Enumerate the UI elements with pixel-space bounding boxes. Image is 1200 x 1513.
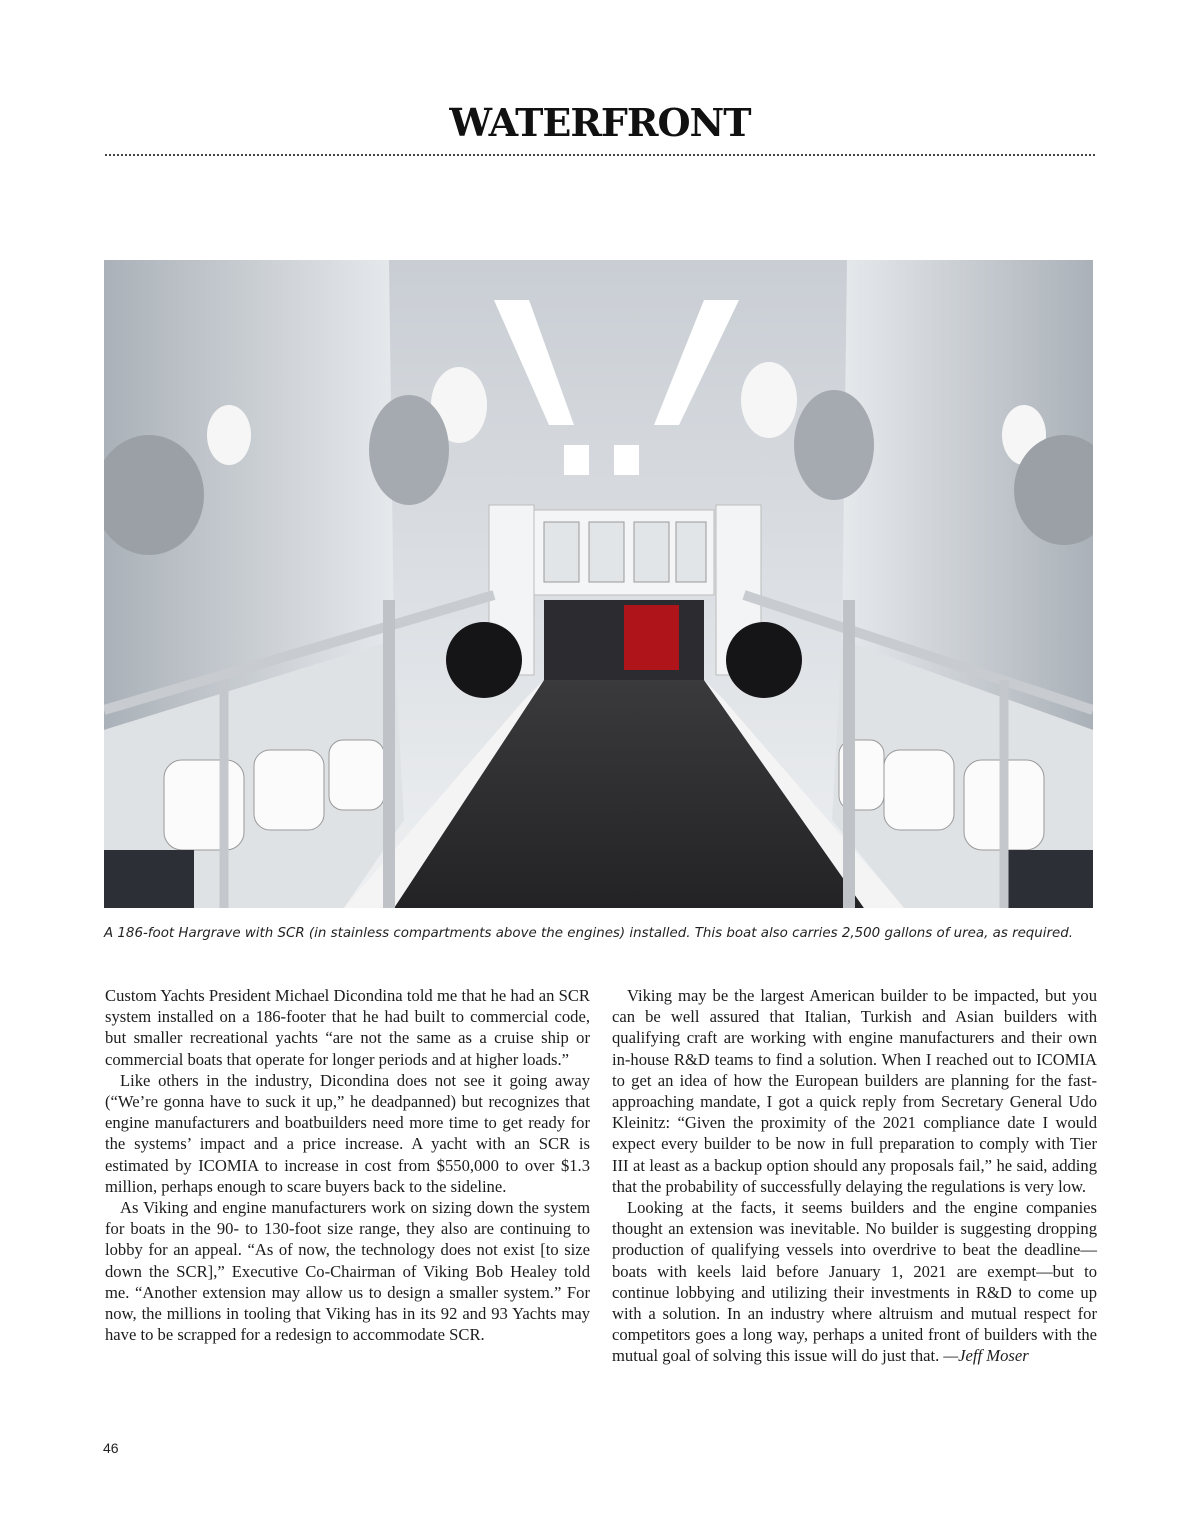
engine-room-photo — [104, 260, 1093, 908]
author-byline: —Jeff Moser — [943, 1346, 1029, 1366]
photo-caption: A 186-foot Hargrave with SCR (in stainless compartments above the engines) installed. This boat also carries 2,500 gallons of urea, as required. — [104, 926, 1074, 941]
header-divider — [105, 154, 1095, 156]
article-paragraph — [612, 1197, 1097, 1367]
section-title: WATERFRONT — [449, 100, 751, 145]
article-paragraph: Viking may be the largest American builder to be impacted, but you can be well assured that Italian, Turkish and Asian builders with qualifying craft are working with engine manufacturers and their own in-house R&D teams to find a solution. When I reached out to ICOMIA to get an idea of how the European builders are planning for the fast-approaching mandate, I got a quick reply from Secretary General Udo Kleinitz: “Given the proximity of the 2021 compliance date I would expect every builder to be now in full preparation to comply with Tier III at least as a backup option should any proposals fail,” he said, adding that the probability of successfully delaying the regulations is very low. — [612, 986, 1097, 1196]
article-left-column — [105, 985, 590, 1345]
article-paragraph: As Viking and engine manufacturers work on sizing down the system for boats in the 90- to 130-foot size range, they also are continuing to lobby for an appeal. “As of now, the technology does not exist [to size down the SCR],” Executive Co-Chairman of Viking Bob Healey told me. “Another extension may allow us to design a smaller system.” For now, the millions in tooling that Viking has in its 92 and 93 Yachts may have to be scrapped for a redesign to accommodate SCR. — [105, 1198, 590, 1345]
article-paragraph: Like others in the industry, Dicondina does not see it going away (“We’re gonna have to suck it up,” he deadpanned) but recognizes that engine manufacturers and boatbuilders need more time to get ready for the systems’ impact and a price increase. A yacht with an SCR is estimated by ICOMIA to increase in cost from $550,000 to over $1.3 million, perhaps enough to scare buyers back to the sideline. — [105, 1070, 590, 1196]
article-right-column — [612, 985, 1097, 1367]
article-paragraph: Custom Yachts President Michael Dicondina told me that he had an SCR system installed on a 186-footer that he had built to commercial code, but smaller recreational yachts “are not the same as a cruise ship or commercial boats that operate for longer periods and at higher loads.” — [105, 986, 590, 1069]
page-number: 46 — [103, 1440, 119, 1456]
article-paragraph-text: Looking at the facts, it seems builders and the engine companies thought an extension was inevitable. No builder is suggesting dropping production of qualifying vessels into overdrive to beat the deadline—boats with keels laid before January 1, 2021 are exempt—but to continue lobbying and utilizing their investments in R&D to come up with a solution. In an industry where altruism and mutual respect for competitors goes a long way, perhaps a united front of builders with the mutual goal of solving this issue will do just that. — [612, 1198, 1097, 1366]
